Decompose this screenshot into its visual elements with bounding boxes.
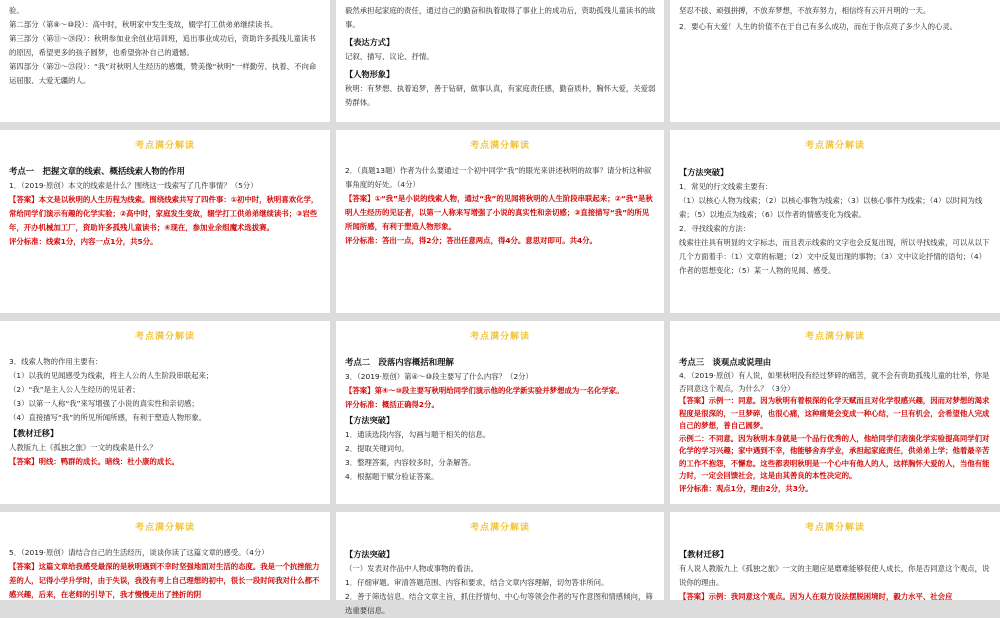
slide-3	[670, 0, 1000, 122]
answer: 【答案】明线：鸭群的成长。暗线：杜小康的成长。	[9, 457, 179, 466]
question: 人教版九上《孤独之旅》一文的线索是什么？	[9, 443, 157, 452]
slide-text: （1）以我的见闻感受为线索，将主人公的人生阶段串联起来；	[9, 371, 214, 380]
answer: 【答案】第④～⑩段主要写秋明给同学们演示他的化学新实验并梦想成为一名化学家。	[345, 386, 624, 395]
slide-banner: 考点满分解读	[804, 523, 865, 533]
answer: 【答案】这篇文章给我感受最深的是秋明遇到不幸时坚强地面对生活的态度。我是一个抗挫能力差的人，记得小学升学时，由于失误，我没有考上自己理想的初中，很长一段时间我对什么都不感兴趣，后来，在老师的引导下，我才慢慢走出了挫折的阴	[9, 562, 320, 599]
slide-text: 3．整理答案，内容较多时，分条解答。	[345, 458, 476, 467]
slide-text: 1．通读选段内容，勾画与题干相关的信息。	[345, 430, 491, 439]
slide-10	[0, 512, 330, 600]
slide-text: 坚忍不拔、顽强拼搏，不放弃梦想，不放弃努力，相信终有云开月明的一天。	[679, 6, 931, 15]
answer: 【答案】示例一：同意。因为秋明有着根深的化学天赋而且对化学很感兴趣，因而对梦想的渴求程度是很深的，一旦梦碎，也很心痛，这种痛楚会变成一种心结，一旦有机会，会希望他人完成自己的梦想，普自己圆梦。	[679, 396, 990, 430]
slide-text: 第四部分（第㉑～㉓段）：“我”对秋明人生经历的感慨，赞美像“秋明”一样勤劳、执着、不向命运屈服、大爱无疆的人。	[9, 62, 317, 85]
slide-banner: 考点满分解读	[134, 523, 195, 533]
question: 2．（真题13题）作者为什么要通过一个初中同学“我”的眼光来讲述秋明的故事？请分析这种叙事角度的好处。（4分）	[345, 166, 652, 189]
slide-text: 1．仔细审题。审清答题范围、内容和要求，结合文章内容理解，切勿答非所问。	[345, 578, 609, 587]
answer: 【答案】本文是以秋明的人生历程为线索。围绕线索共写了四件事：①初中时，秋明喜欢化学，常给同学们演示有趣的化学实验；②高中时，家庭发生变故，辍学打工供弟弟继续读书；③岩些年，开办机械加工厂，资助许多孤残儿童读书；④现在，参加业余组魔术选拔赛。	[9, 195, 319, 232]
section-heading: 【方法突破】	[345, 549, 395, 559]
slide-2	[336, 0, 664, 122]
answer: 【答案】示例：我同意这个观点。因为人在艰方设法摆脱困境时，毅力水平、社会应	[679, 592, 953, 601]
slide-text: 1．常见的行文线索主要有：	[679, 182, 773, 191]
section-heading: 【教材迁移】	[679, 549, 729, 559]
slide-text: 线索往往具有明显的文字标志，而且表示线索的文字也会反复出现，所以寻找线索，可以从以下几个方面着手：（1）文章的标题；（2）文中反复出现的事物；（3）文中议论抒情的语句；（4）作者的思想变化；（5）某一人物的见闻、感受。	[679, 238, 990, 275]
slide-text: （一）发表对作品中人物或事物的看法。	[345, 564, 479, 573]
point-title: 考点一 把握文章的线索、概括线索人物的作用	[9, 166, 185, 176]
slide-text: 毅然承担起家庭的责任，通过自己的勤奋和执着取得了事业上的成功后，资助孤残儿童读书的故事。	[345, 6, 656, 29]
slide-banner: 考点满分解读	[469, 332, 530, 342]
slide-1	[0, 0, 330, 122]
question: 4．（2019·原创）有人说，如果秋明没有经过梦碎的痛苦，就不会有资助孤残儿童的壮举，你是否同意这个观点，为什么？（3分）	[679, 371, 990, 393]
slide-text: 有人说人教版九上《孤独之旅》一文的主题应是磨难能够促使人成长，你是否同意这个观点，说说你的理由。	[679, 564, 990, 587]
slide-text: （2）“我”是主人公人生经历的见证者；	[9, 385, 140, 394]
slide-text: （3）以第一人称“我”来写增强了小说的真实性和亲切感；	[9, 399, 199, 408]
slide-5	[336, 130, 664, 313]
slide-text: 2．寻找线索的方法：	[679, 224, 751, 233]
slide-text: （1）以核心人物为线索；（2）以核心事物为线索；（3）以核心事件为线索；（4）以时间为线索；（5）以地点为线索；（6）以作者的情感变化为线索。	[679, 196, 983, 219]
slide-banner: 考点满分解读	[469, 523, 530, 533]
slide-banner: 考点满分解读	[469, 141, 530, 151]
slide-12	[670, 512, 1000, 600]
question: 3．（2019·原创）第④～⑩段主要写了什么内容？（2分）	[345, 372, 533, 381]
slide-text: 4．根据题干赋分验证答案。	[345, 472, 439, 481]
score-criteria: 评分标准：线索1分，内容一点1分，共5分。	[9, 237, 158, 246]
slide-text: 2．提取关键词句。	[345, 444, 409, 453]
question: 1．（2019·原创）本文的线索是什么？围绕这一线索写了几件事情？（5分）	[9, 181, 258, 190]
score-criteria: 评分标准：观点1分，理由2分，共3分。	[679, 483, 813, 493]
slide-text: 第二部分（第⑧～⑩段）：高中时，秋明家中发生变故，辍学打工供弟弟继续读书。	[9, 20, 278, 29]
slide-text: 秋明：有梦想、执着追梦，善于钻研，做事认真，有家庭责任感，勤奋质朴，胸怀大爱，关爱弱势群体。	[345, 84, 656, 107]
section-heading: 【人物形象】	[345, 69, 395, 79]
section-heading: 【方法突破】	[345, 415, 395, 425]
section-heading: 【教材迁移】	[9, 428, 59, 438]
slide-banner: 考点满分解读	[134, 332, 195, 342]
question: 5．（2019·原创）请结合自己的生活经历，谈谈你读了这篇文章的感受。（4分）	[9, 548, 269, 557]
slide-text: 2．要心有大爱！人生的价值不在于自己有多么成功，而在于你点亮了多少人的心灵。	[679, 22, 958, 31]
answer-example-2: 示例二：不同意。因为秋明本身就是一个品行优秀的人，他给同学们表演化学实验提高同学们对化学的学习兴趣；家中遇到不幸，他能够舍弃学业，承担起家庭责任，供弟弟上学；他着最辛苦的工作不抱怨，不懈怠。这些都表明秋明是一个心中有他人的人，这样胸怀大爱的人，当他有能力时，一定会回馈社会，这是由其善良的本性决定的。	[679, 433, 990, 480]
slide-text: 验。	[9, 6, 24, 15]
point-title: 考点二 段落内容概括和理解	[345, 357, 454, 367]
slide-11	[336, 512, 664, 615]
slide-text: 记叙、描写、议论、抒情。	[345, 52, 434, 61]
slide-7	[0, 321, 330, 504]
slide-banner: 考点满分解读	[804, 141, 865, 151]
slide-6	[670, 130, 1000, 313]
slide-text: （4）直接描写“我”的所见所闻所感，有利于塑造人物形象。	[9, 413, 207, 422]
answer: 【答案】①“我”是小说的线索人物，通过“我”的见闻将秋明的人生阶段串联起来；②“我”是秋明人生经历的见证者，以第一人称来写增强了小说的真实性和亲切感；③直接描写“我”的所见所闻所感，有利于塑造人物形象。	[345, 194, 653, 231]
slide-8	[336, 321, 664, 504]
score-criteria: 评分标准：答出一点，得2分；答出任意两点，得4分。意思对即可。共4分。	[345, 236, 597, 245]
slide-text: 3．线索人物的作用主要有：	[9, 357, 103, 366]
slide-9	[670, 321, 1000, 504]
slide-banner: 考点满分解读	[134, 141, 195, 151]
score-criteria: 评分标准：概括正确得2分。	[345, 400, 439, 409]
section-heading: 【方法突破】	[679, 167, 729, 177]
section-heading: 【表达方式】	[345, 37, 395, 47]
slide-text: 第三部分（第⑪～⑳段）：秋明参加业余创业培训班，追出事业成功后，资助许多孤残儿童读书的原因，希望更多的孩子圆梦，也希望弥补自己的遗憾。	[9, 34, 316, 57]
slide-4	[0, 130, 330, 313]
slide-text: 2．善于筛选信息。结合文章主旨，抓住抒情句、中心句等领会作者的写作意图和情感倾向，筛选重要信息。	[345, 592, 653, 615]
point-title: 考点三 谈观点或说理由	[679, 357, 772, 367]
slide-banner: 考点满分解读	[804, 332, 865, 342]
